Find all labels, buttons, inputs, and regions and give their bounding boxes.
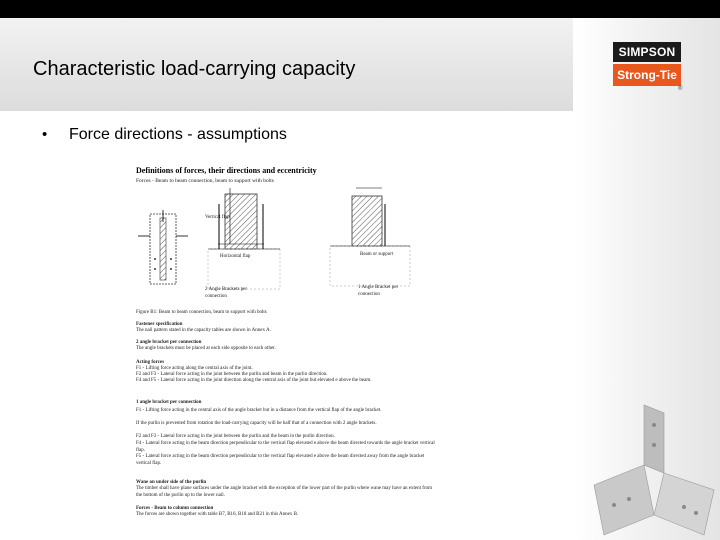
acting-force-3: F4 and F5 - Lateral force acting in the joint direction along the central axis of the joint but elevated e above the beam. [136,378,372,383]
one-bracket-force-3: F2 and F3 - Lateral force acting in the joint between the purlin and the beam in the purlin direction. [136,434,335,439]
doc-subheading: Forces - Beam to beam connection, beam to support with bolts [136,178,274,184]
bullet-text: Force directions - assumptions [69,126,287,143]
wane-heading: Wane on under side of the purlin [136,480,207,485]
bracket-front-view [138,210,188,284]
logo-line1: SIMPSON [613,42,681,62]
fastener-text: The nail pattern stated in the capacity tables are shown in Annex A. [136,328,271,333]
one-bracket-force-4: F4 - Lateral force acting in the beam direction perpendicular to the vertical flap elevated e above the beam directed towards the angle bracket vertical flap. [136,441,435,453]
two-bracket-heading: 2 angle bracket per connection [136,340,202,345]
two-bracket-text: The angle brackets must be placed at each side opposite to each other. [136,346,276,351]
bracket-section-one [330,188,410,286]
wane-text: The timber shall have plane surfaces under the angle bracket with the exception of the lower part of the purlin where wane may have an extent from the bottom of the purlin up to the lower nail. [136,486,432,498]
figure-caption: Figure B1: Beam to beam connection, beam to support with bolts [136,310,267,315]
one-bracket-force-2: If the purlin is prevented from rotation the load-carrying capacity will be half that of a connection with 2 angle brackets. [136,421,377,426]
one-bracket-force-5: F5 - Lateral force acting in the beam direction perpendicular to the vertical flap elevated e above the beam directed away from the angle bracket vertical flap. [136,454,425,466]
logo-line2: Strong-Tie [613,64,681,86]
slide-title: Characteristic load-carrying capacity [33,58,356,80]
label-horizontal-flap: Horizontal flap [220,254,251,259]
bullet-marker: • [42,126,48,143]
acting-force-1: F1 - Lifting force acting along the central axis of the joint. [136,366,253,371]
column-heading: Forces - Beam to column connection [136,506,214,511]
acting-force-2: F2 and F3 - Lateral force acting in the joint between the purlin and beam in the purlin direction. [136,372,328,377]
label-two-brackets: 2 Angle Brackets per connection [205,287,248,299]
acting-forces-heading: Acting forces [136,360,165,365]
angle-bracket-photo [584,395,720,540]
logo-registered-mark: ® [678,86,683,92]
one-bracket-force-1: F1 - Lifting force acting in the central axis of the angle bracket but in a distance from the vertical flap of the angle bracket. [136,408,382,413]
column-text: The forces are shown together with table B7, B16, B18 and B21 in this Annex B. [136,512,299,517]
label-one-bracket: 1 Angle Bracket per connection [358,285,399,297]
fastener-heading: Fastener specification [136,322,183,327]
simpson-strong-tie-logo [613,42,681,86]
top-black-bar [0,0,720,18]
document-excerpt [130,160,570,535]
bracket-section-two [208,188,280,289]
label-beam-or-support: Beam or support [360,252,394,257]
label-vertical-flap: Vertical flap [205,215,230,220]
doc-heading: Definitions of forces, their directions and eccentricity [136,166,317,175]
one-bracket-heading: 1 angle bracket per connection [136,400,202,405]
